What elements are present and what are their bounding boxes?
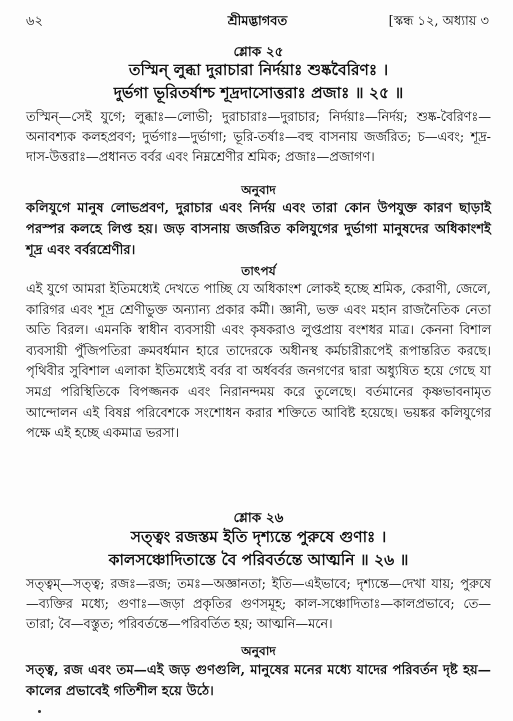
verse-26-synonyms: সত্ত্বম্—সত্ত্ব; রজঃ—রজ; তমঃ—অজ্ঞানতা; ইতি—এইভাবে; দৃশ্যন্তে—দেখা যায়; পুরুষে—ব্যক্তির মধ্যে; গুণাঃ—জড়া প্রকৃতির গুণসমূহ; কাল-সঞ্চোদিতাঃ—কালপ্রভাবে; তে—তারা; বৈ—বস্তুত; পরিবর্তন্তে—পরিবর্তিত হয়; আত্মনি—মনে। [26,577,491,632]
verse-26-line-2: কালসঞ্চোদিতাস্তে বৈ পরিবর্তন্তে আত্মনি ॥ ২৬ ॥ [108,550,409,569]
verse-26-heading: শ্লোক ২৬ [233,510,284,526]
verse-25-translation: কলিযুগে মানুষ লোভপ্রবণ, দুরাচার এবং নির্দয় এবং তারা কোন উপযুক্ত কারণ ছাড়াই পরস্পর কলহে লিপ্ত হয়। জড় বাসনায় জর্জরিত কলিযুগের দুর্ভাগা মানুষদের অধিকাংশই শূদ্র এবং বর্বরশ্রেণীর। [26,201,491,258]
verse-25-line-2: দুর্ভগা ভূরিতর্ষাশ্চ শূদ্রদাসোত্তরাঃ প্রজাঃ ॥ ২৫ ॥ [113,83,404,102]
verse-26-translation-heading: অনুবাদ [241,644,276,658]
page-number: ৬২ [26,14,43,29]
section-reference: [স্কন্ধ ১২, অধ্যায় ৩ [388,14,489,29]
book-title: শ্রীমদ্ভাগবত [227,14,288,29]
verse-25-synonyms: তস্মিন্—সেই যুগে; লুব্ধাঃ—লোভী; দুরাচারাঃ—দুরাচার; নির্দয়াঃ—নির্দয়; শুষ্ক-বৈরিণঃ—অনাবশ্যক কলহপ্রবণ; দুর্ভগাঃ—দুর্ভাগা; ভূরি-তর্ষাঃ—বহু বাসনায় জর্জরিত; চ—এবং; শূদ্র-দাস-উত্তরাঃ—প্রধানত বর্বর এবং নিম্নশ্রেণীর শ্রমিক; প্রজাঃ—প্রজাগণ। [26,110,491,165]
print-speck [38,710,41,713]
verse-25-purport: এই যুগে আমরা ইতিমধ্যেই দেখতে পাচ্ছি যে অধিকাংশ লোকই হচ্ছে শ্রমিক, কেরাণী, জেলে, কারিগর এবং শূদ্র শ্রেণীভুক্ত অন্যান্য প্রকার কর্মী। জ্ঞানী, ভক্ত এবং মহান রাজনৈতিক নেতা অতি বিরল। এমনকি স্বাধীন ব্যবসায়ী এবং কৃষকরাও লুপ্তপ্রায় বংশধর মাত্র। কেননা বিশাল ব্যবসায়ী পুঁজিপতিরা ক্রমবর্ধমান হারে তাদেরকে অধীনস্থ কর্মচারীরূপেই রূপান্তরিত করছে। পৃথিবীর সুবিশাল এলাকা ইতিমধ্যেই বর্বর বা অর্ধবর্বর জনগণের দ্বারা অধ্যুষিত হয়ে গেছে যা সমগ্র পরিস্থিতিকে বিপজ্জনক এবং নিরানন্দময় করে তুলেছে। বর্তমানের কৃষ্ণভাবনামৃত আন্দোলন এই বিষণ্ণ পরিবেশকে সংশোধন করার শক্তিতে আবিষ্ট হয়েছে। ভয়ঙ্কর কলিযুগের পক্ষে এই হচ্ছে একমাত্র ভরসা। [26,282,491,442]
verse-25-heading: শ্লোক ২৫ [233,44,284,60]
verse-26-translation: সত্ত্ব, রজ এবং তম—এই জড় গুণগুলি, মানুষের মনের মধ্যে যাদের পরিবর্তন দৃষ্ট হয়—কালের প্রভাবেই গতিশীল হয়ে উঠে। [26,663,491,699]
verse-25-purport-heading: তাৎপর্য [241,264,276,278]
verse-26-line-1: সত্ত্বং রজস্তম ইতি দৃশ্যন্তে পুরুষে গুণাঃ । [130,527,387,546]
page-header [26,12,489,34]
verse-25-translation-heading: অনুবাদ [241,183,276,197]
verse-25-line-1: তস্মিন্ লুব্ধা দুরাচারা নির্দয়াঃ শুষ্কবৈরিণঃ । [128,60,389,79]
